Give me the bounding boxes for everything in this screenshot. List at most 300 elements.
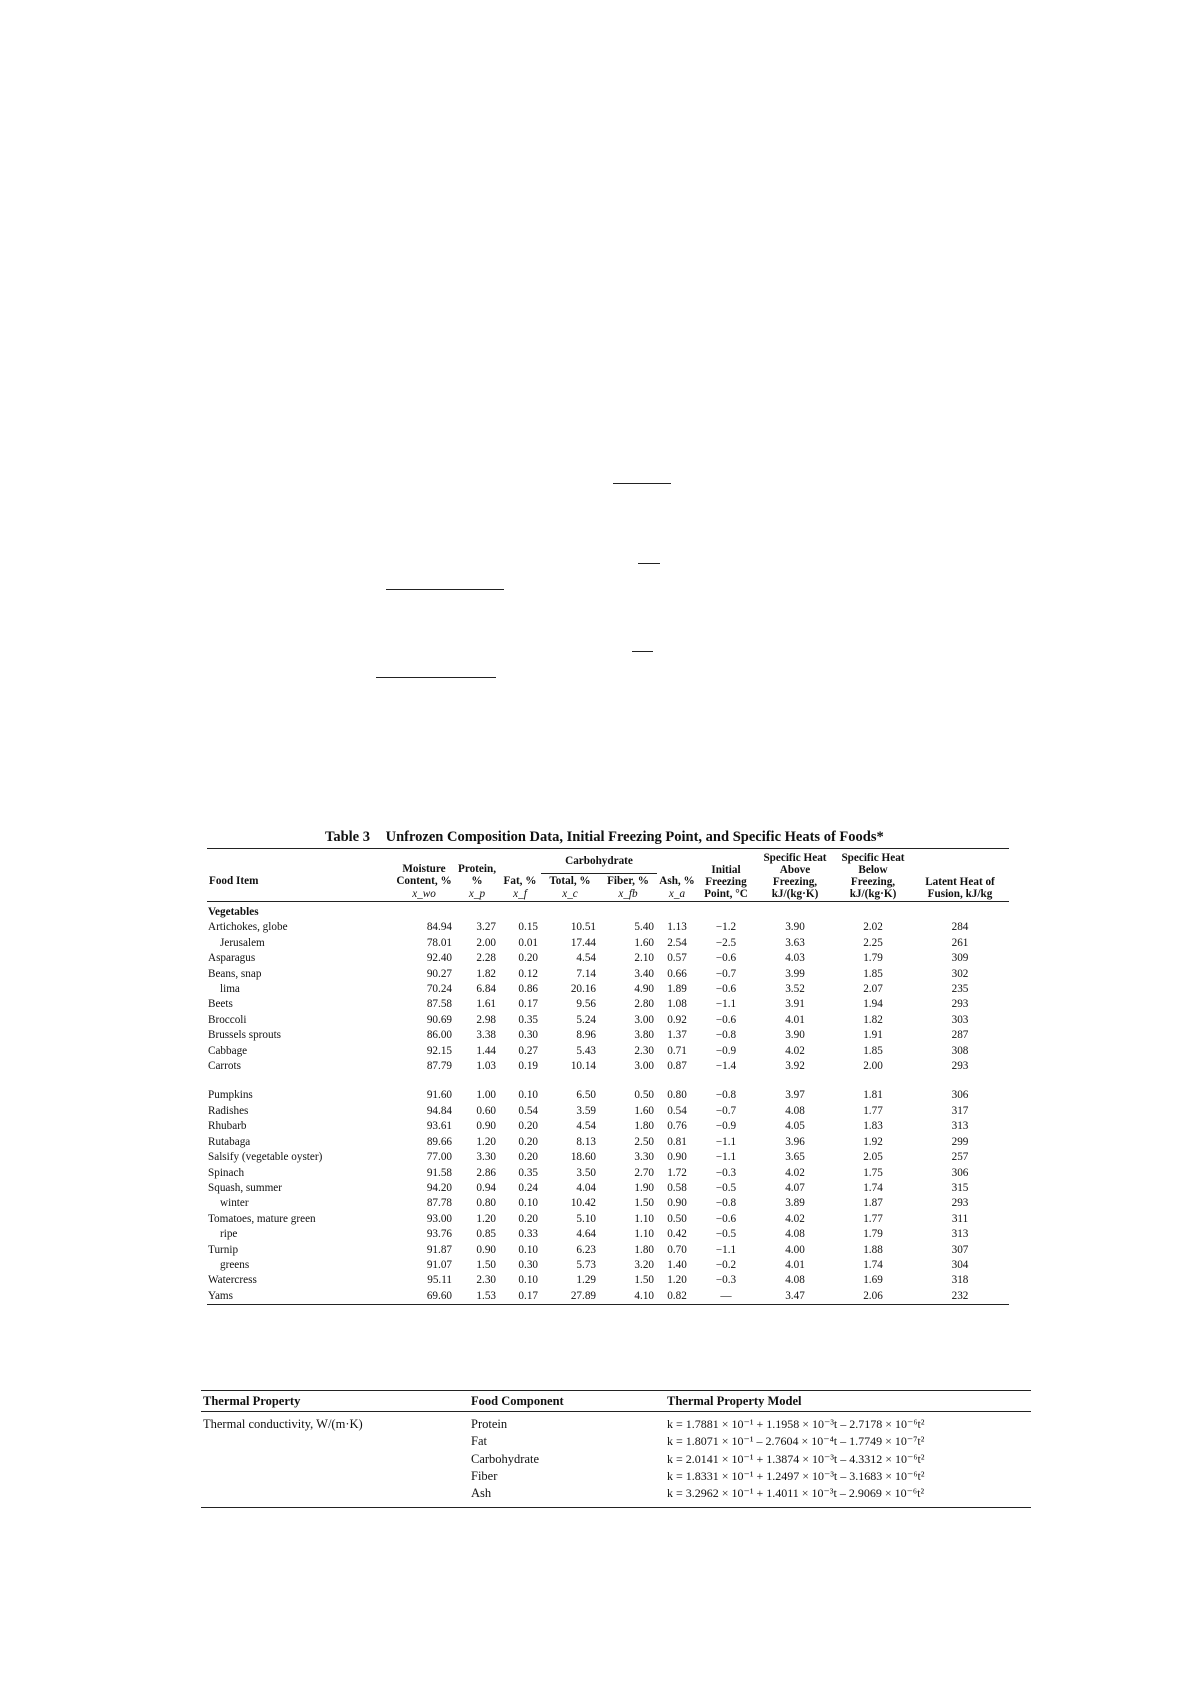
value-cell: 0.33	[518, 1228, 538, 1241]
table-row	[207, 1028, 1009, 1043]
value-cell: 293	[951, 998, 969, 1011]
fraction-bar-1	[613, 483, 671, 484]
value-cell: 1.00	[476, 1089, 496, 1102]
value-cell: 0.82	[667, 1289, 687, 1302]
header-food-item: Food Item	[209, 875, 259, 887]
value-cell: 87.58	[426, 998, 452, 1011]
thermal-model-cell: k = 1.8331 × 10⁻¹ + 1.2497 × 10⁻³t – 3.1683 × 10⁻⁶t²	[667, 1468, 925, 1483]
value-cell: 91.58	[426, 1166, 452, 1179]
value-cell: 1.20	[667, 1274, 687, 1287]
value-cell: 2.07	[863, 983, 883, 996]
value-cell: 1.69	[863, 1274, 883, 1287]
header-carbohydrate: Carbohydrate	[541, 849, 657, 874]
value-cell: 2.86	[476, 1166, 496, 1179]
food-item-cell: Artichokes, globe	[208, 921, 288, 934]
value-cell: 9.56	[576, 998, 596, 1011]
value-cell: 89.66	[426, 1135, 452, 1148]
food-item-cell: Tomatoes, mature green	[208, 1212, 316, 1225]
value-cell: 0.01	[518, 936, 538, 949]
food-component-cell: Fat	[471, 1434, 487, 1449]
value-cell: 18.60	[570, 1151, 596, 1164]
value-cell: 1.60	[634, 1104, 654, 1117]
value-cell: 4.08	[785, 1228, 805, 1241]
value-cell: −0.7	[715, 967, 737, 980]
thermal-model-cell: k = 2.0141 × 10⁻¹ + 1.3874 × 10⁻³t – 4.3312 × 10⁻⁶t²	[667, 1451, 925, 1466]
value-cell: −0.3	[715, 1166, 737, 1179]
value-cell: 0.60	[476, 1104, 496, 1117]
thermal-model-cell: k = 1.8071 × 10⁻¹ – 2.7604 × 10⁻⁴t – 1.7749 × 10⁻⁷t²	[667, 1434, 925, 1449]
value-cell: 2.70	[634, 1166, 654, 1179]
value-cell: 1.74	[863, 1258, 883, 1271]
table-row	[207, 1212, 1009, 1227]
food-component-cell: Carbohydrate	[471, 1451, 540, 1466]
header-thermal-property: Thermal Property	[203, 1394, 301, 1408]
value-cell: 3.27	[476, 921, 496, 934]
value-cell: 317	[951, 1104, 969, 1117]
value-cell: 4.64	[576, 1228, 596, 1241]
value-cell: 1.08	[667, 998, 687, 1011]
food-item-cell: Squash, summer	[208, 1181, 282, 1194]
value-cell: 308	[951, 1044, 969, 1057]
value-cell: 1.89	[667, 983, 687, 996]
value-cell: −0.5	[715, 1228, 737, 1241]
food-item-cell: Broccoli	[208, 1013, 247, 1026]
empty-cell	[201, 1485, 469, 1508]
value-cell: 92.40	[426, 952, 452, 965]
value-cell: 232	[951, 1289, 969, 1302]
value-cell: 7.14	[576, 967, 596, 980]
value-cell: 3.47	[785, 1289, 805, 1302]
value-cell: 4.08	[785, 1274, 805, 1287]
food-component-cell: Fiber	[471, 1468, 498, 1483]
table3-header	[207, 849, 1009, 902]
header-latent-heat: Latent Heat of Fusion, kJ/kg	[925, 876, 995, 900]
value-cell: 4.05	[785, 1120, 805, 1133]
table-row	[207, 1088, 1009, 1103]
table-row	[207, 1059, 1009, 1074]
header-food-component: Food Component	[471, 1394, 564, 1408]
value-cell: 1.80	[634, 1243, 654, 1256]
value-cell: 3.80	[634, 1029, 654, 1042]
value-cell: 293	[951, 1060, 969, 1073]
value-cell: 0.57	[667, 952, 687, 965]
value-cell: 0.80	[476, 1197, 496, 1210]
table-row	[207, 936, 1009, 951]
value-cell: 86.00	[426, 1029, 452, 1042]
value-cell: 78.01	[426, 936, 452, 949]
value-cell: 315	[951, 1181, 969, 1194]
food-item-cell: Brussels sprouts	[208, 1029, 282, 1042]
value-cell: 1.77	[863, 1212, 883, 1225]
thermal-model-cell: k = 1.7881 × 10⁻¹ + 1.1958 × 10⁻³t – 2.7178 × 10⁻⁶t²	[667, 1417, 925, 1431]
value-cell: 93.00	[426, 1212, 452, 1225]
thermal-row	[201, 1451, 1031, 1468]
value-cell: 10.14	[570, 1060, 596, 1073]
value-cell: −0.9	[715, 1120, 737, 1133]
header-moisture: Moisture Content, % x_wo	[396, 863, 452, 900]
value-cell: 90.69	[426, 1013, 452, 1026]
value-cell: 304	[951, 1258, 969, 1271]
value-cell: 3.52	[785, 983, 805, 996]
value-cell: 261	[951, 936, 969, 949]
value-cell: 4.01	[785, 1258, 805, 1271]
value-cell: 0.90	[476, 1243, 496, 1256]
value-cell: 10.42	[570, 1197, 596, 1210]
header-carb-total: Total, % x_c	[549, 875, 591, 900]
value-cell: 287	[951, 1029, 969, 1042]
table-row	[207, 1258, 1009, 1273]
value-cell: 2.05	[863, 1151, 883, 1164]
value-cell: 3.97	[785, 1089, 805, 1102]
value-cell: 0.20	[518, 1135, 538, 1148]
thermal-body	[201, 1412, 1031, 1508]
value-cell: 3.59	[576, 1104, 596, 1117]
value-cell: −1.4	[715, 1060, 737, 1073]
value-cell: 0.58	[667, 1181, 687, 1194]
value-cell: 2.98	[476, 1013, 496, 1026]
table-row	[207, 1013, 1009, 1028]
value-cell: 84.94	[426, 921, 452, 934]
header-specific-heat-below: Specific Heat Below Freezing, kJ/(kg·K)	[841, 852, 905, 900]
value-cell: 1.61	[476, 998, 496, 1011]
value-cell: 0.10	[518, 1243, 538, 1256]
value-cell: 0.90	[476, 1120, 496, 1133]
value-cell: 0.90	[667, 1151, 687, 1164]
value-cell: 8.13	[576, 1135, 596, 1148]
value-cell: 4.03	[785, 952, 805, 965]
value-cell: −1.1	[715, 1151, 737, 1164]
value-cell: 0.87	[667, 1060, 687, 1073]
value-cell: 4.00	[785, 1243, 805, 1256]
value-cell: 0.42	[667, 1228, 687, 1241]
value-cell: 92.15	[426, 1044, 452, 1057]
table-row	[207, 1150, 1009, 1165]
value-cell: 1.10	[634, 1228, 654, 1241]
value-cell: 6.50	[576, 1089, 596, 1102]
value-cell: 10.51	[570, 921, 596, 934]
value-cell: 3.50	[576, 1166, 596, 1179]
value-cell: 3.91	[785, 998, 805, 1011]
value-cell: 0.20	[518, 1212, 538, 1225]
table-row	[207, 1104, 1009, 1119]
fraction-bar-4	[632, 651, 653, 652]
food-component-cell: Protein	[471, 1417, 508, 1431]
value-cell: 303	[951, 1013, 969, 1026]
food-item-cell: greens	[220, 1258, 250, 1271]
value-cell: 3.63	[785, 936, 805, 949]
header-freezing-point: Initial Freezing Point, °C	[704, 864, 748, 900]
group-spacer	[207, 1074, 1009, 1088]
value-cell: 4.02	[785, 1044, 805, 1057]
food-item-cell: Beans, snap	[208, 967, 262, 980]
value-cell: 2.54	[667, 936, 687, 949]
value-cell: 0.35	[518, 1013, 538, 1026]
value-cell: 4.07	[785, 1181, 805, 1194]
value-cell: 1.88	[863, 1243, 883, 1256]
food-item-cell: Watercress	[208, 1274, 257, 1287]
value-cell: 1.82	[863, 1013, 883, 1026]
value-cell: 1.29	[576, 1274, 596, 1287]
value-cell: 0.17	[518, 998, 538, 1011]
thermal-property-table	[201, 1390, 1031, 1508]
value-cell: 0.50	[634, 1089, 654, 1102]
value-cell: −0.9	[715, 1044, 737, 1057]
value-cell: 6.84	[476, 983, 496, 996]
value-cell: 302	[951, 967, 969, 980]
value-cell: 2.00	[476, 936, 496, 949]
table3-body	[207, 902, 1009, 1305]
value-cell: 307	[951, 1243, 969, 1256]
value-cell: —	[720, 1289, 732, 1302]
value-cell: 2.50	[634, 1135, 654, 1148]
value-cell: 4.04	[576, 1181, 596, 1194]
value-cell: 1.72	[667, 1166, 687, 1179]
value-cell: 0.10	[518, 1089, 538, 1102]
value-cell: 4.90	[634, 983, 654, 996]
value-cell: 1.79	[863, 952, 883, 965]
header-fat: Fat, % x_f	[503, 875, 537, 900]
food-item-cell: Spinach	[208, 1166, 245, 1179]
food-item-cell: Radishes	[208, 1104, 249, 1117]
value-cell: 93.76	[426, 1228, 452, 1241]
food-item-cell: ripe	[220, 1228, 238, 1241]
thermal-property-cell: Thermal conductivity, W/(m·K)	[203, 1417, 363, 1431]
header-thermal-model: Thermal Property Model	[667, 1394, 802, 1408]
value-cell: 0.27	[518, 1044, 538, 1057]
value-cell: 0.66	[667, 967, 687, 980]
value-cell: 87.78	[426, 1197, 452, 1210]
value-cell: 3.40	[634, 967, 654, 980]
value-cell: 3.92	[785, 1060, 805, 1073]
value-cell: 5.40	[634, 921, 654, 934]
value-cell: 6.23	[576, 1243, 596, 1256]
value-cell: 293	[951, 1197, 969, 1210]
value-cell: 0.24	[518, 1181, 538, 1194]
value-cell: 313	[951, 1228, 969, 1241]
value-cell: 1.82	[476, 967, 496, 980]
table-row	[207, 1289, 1009, 1305]
value-cell: 1.20	[476, 1212, 496, 1225]
value-cell: 17.44	[570, 936, 596, 949]
value-cell: −1.1	[715, 1243, 737, 1256]
value-cell: 4.54	[576, 952, 596, 965]
table-row	[207, 1273, 1009, 1288]
table-row	[207, 1044, 1009, 1059]
value-cell: 1.90	[634, 1181, 654, 1194]
value-cell: 91.60	[426, 1089, 452, 1102]
table-row	[207, 967, 1009, 982]
food-item-cell: Pumpkins	[208, 1089, 253, 1102]
table-row	[207, 1135, 1009, 1150]
value-cell: 90.27	[426, 967, 452, 980]
value-cell: 1.80	[634, 1120, 654, 1133]
food-item-cell: Rutabaga	[208, 1135, 251, 1148]
value-cell: −0.5	[715, 1181, 737, 1194]
value-cell: 0.35	[518, 1166, 538, 1179]
value-cell: 1.83	[863, 1120, 883, 1133]
empty-cell	[201, 1433, 469, 1450]
value-cell: 94.20	[426, 1181, 452, 1194]
value-cell: −0.6	[715, 1212, 737, 1225]
value-cell: 3.38	[476, 1029, 496, 1042]
value-cell: 0.20	[518, 1151, 538, 1164]
value-cell: 311	[951, 1212, 969, 1225]
value-cell: 257	[951, 1151, 969, 1164]
value-cell: 3.20	[634, 1258, 654, 1271]
value-cell: 8.96	[576, 1029, 596, 1042]
value-cell: 77.00	[426, 1151, 452, 1164]
value-cell: 91.07	[426, 1258, 452, 1271]
value-cell: 3.30	[476, 1151, 496, 1164]
table-row	[207, 920, 1009, 935]
value-cell: 2.80	[634, 998, 654, 1011]
thermal-row	[201, 1412, 1031, 1434]
value-cell: 306	[951, 1166, 969, 1179]
fraction-bar-5	[376, 677, 496, 678]
value-cell: −0.3	[715, 1274, 737, 1287]
table3-label: Table 3	[325, 829, 370, 845]
thermal-header	[201, 1391, 1031, 1412]
food-item-cell: winter	[220, 1197, 249, 1210]
value-cell: 87.79	[426, 1060, 452, 1073]
value-cell: 1.92	[863, 1135, 883, 1148]
value-cell: 1.20	[476, 1135, 496, 1148]
value-cell: 0.85	[476, 1228, 496, 1241]
value-cell: −0.7	[715, 1104, 737, 1117]
value-cell: 1.50	[634, 1197, 654, 1210]
value-cell: 0.81	[667, 1135, 687, 1148]
table-row	[207, 1243, 1009, 1258]
table-row	[207, 1119, 1009, 1134]
table-row	[207, 997, 1009, 1012]
value-cell: 4.02	[785, 1166, 805, 1179]
value-cell: 0.54	[518, 1104, 538, 1117]
value-cell: 93.61	[426, 1120, 452, 1133]
value-cell: −1.2	[715, 921, 737, 934]
value-cell: −0.6	[715, 952, 737, 965]
value-cell: 4.02	[785, 1212, 805, 1225]
food-item-cell: Yams	[208, 1289, 233, 1302]
value-cell: 1.79	[863, 1228, 883, 1241]
value-cell: 0.70	[667, 1243, 687, 1256]
food-item-cell: Jerusalem	[220, 936, 265, 949]
value-cell: 3.90	[785, 921, 805, 934]
value-cell: 2.10	[634, 952, 654, 965]
value-cell: 3.00	[634, 1013, 654, 1026]
empty-cell	[201, 1468, 469, 1485]
header-protein: Protein, % x_p	[457, 863, 496, 900]
value-cell: 0.94	[476, 1181, 496, 1194]
value-cell: 306	[951, 1089, 969, 1102]
value-cell: 1.85	[863, 1044, 883, 1057]
value-cell: 1.91	[863, 1029, 883, 1042]
header-ash: Ash, % x_a	[659, 875, 695, 900]
food-item-cell: Salsify (vegetable oyster)	[208, 1151, 323, 1164]
value-cell: 0.80	[667, 1089, 687, 1102]
value-cell: 0.90	[667, 1197, 687, 1210]
value-cell: 0.20	[518, 1120, 538, 1133]
value-cell: 318	[951, 1274, 969, 1287]
value-cell: 70.24	[426, 983, 452, 996]
value-cell: 2.25	[863, 936, 883, 949]
fraction-bar-3	[386, 589, 504, 590]
value-cell: 1.50	[634, 1274, 654, 1287]
fraction-bar-2	[638, 563, 660, 564]
food-item-cell: Asparagus	[208, 952, 256, 965]
value-cell: 1.81	[863, 1089, 883, 1102]
value-cell: 1.53	[476, 1289, 496, 1302]
value-cell: 0.19	[518, 1060, 538, 1073]
value-cell: 1.10	[634, 1212, 654, 1225]
value-cell: 3.30	[634, 1151, 654, 1164]
header-specific-heat-above: Specific Heat Above Freezing, kJ/(kg·K)	[763, 852, 827, 900]
value-cell: 0.86	[518, 983, 538, 996]
value-cell: 313	[951, 1120, 969, 1133]
value-cell: 1.85	[863, 967, 883, 980]
value-cell: −2.5	[715, 936, 737, 949]
food-item-cell: Cabbage	[208, 1044, 248, 1057]
food-item-cell: lima	[220, 983, 240, 996]
value-cell: 20.16	[570, 983, 596, 996]
value-cell: 0.17	[518, 1289, 538, 1302]
value-cell: 5.43	[576, 1044, 596, 1057]
value-cell: 0.20	[518, 952, 538, 965]
value-cell: 69.60	[426, 1289, 452, 1302]
thermal-row	[201, 1433, 1031, 1450]
value-cell: 284	[951, 921, 969, 934]
value-cell: 1.75	[863, 1166, 883, 1179]
value-cell: 5.24	[576, 1013, 596, 1026]
value-cell: 0.12	[518, 967, 538, 980]
value-cell: 299	[951, 1135, 969, 1148]
value-cell: 4.54	[576, 1120, 596, 1133]
category-row	[207, 902, 1009, 921]
empty-cell	[201, 1451, 469, 1468]
value-cell: 95.11	[427, 1274, 452, 1287]
table-row	[207, 982, 1009, 997]
value-cell: −0.2	[715, 1258, 737, 1271]
value-cell: 91.87	[426, 1243, 452, 1256]
value-cell: 0.50	[667, 1212, 687, 1225]
table3-title: Unfrozen Composition Data, Initial Freezing Point, and Specific Heats of Foods*	[385, 829, 884, 845]
value-cell: −0.6	[715, 1013, 737, 1026]
value-cell: 1.60	[634, 936, 654, 949]
value-cell: 309	[951, 952, 969, 965]
value-cell: 1.13	[667, 921, 687, 934]
table-row	[207, 951, 1009, 966]
value-cell: 27.89	[570, 1289, 596, 1302]
value-cell: 2.06	[863, 1289, 883, 1302]
value-cell: 5.10	[576, 1212, 596, 1225]
food-item-cell: Turnip	[208, 1243, 239, 1256]
value-cell: 1.50	[476, 1258, 496, 1271]
category-label: Vegetables	[208, 906, 259, 918]
value-cell: 0.71	[667, 1044, 687, 1057]
value-cell: 2.28	[476, 952, 496, 965]
value-cell: 4.01	[785, 1013, 805, 1026]
value-cell: 5.73	[576, 1258, 596, 1271]
value-cell: −1.1	[715, 998, 737, 1011]
header-carb-fiber: Fiber, % x_fb	[607, 875, 649, 900]
food-item-cell: Rhubarb	[208, 1120, 247, 1133]
table3-caption	[325, 829, 965, 846]
value-cell: 4.10	[634, 1289, 654, 1302]
value-cell: 3.65	[785, 1151, 805, 1164]
value-cell: −0.6	[715, 983, 737, 996]
value-cell: 1.94	[863, 998, 883, 1011]
value-cell: 0.76	[667, 1120, 687, 1133]
thermal-model-cell: k = 3.2962 × 10⁻¹ + 1.4011 × 10⁻³t – 2.9069 × 10⁻⁶t²	[667, 1486, 925, 1501]
